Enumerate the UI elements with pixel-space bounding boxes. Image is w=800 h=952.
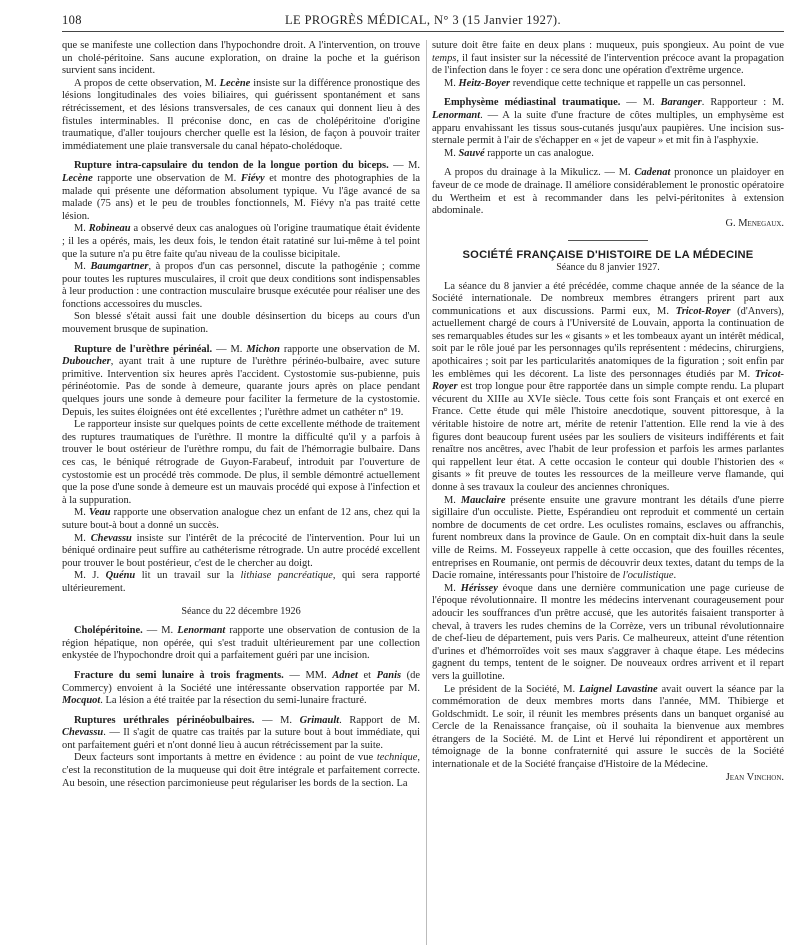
paragraph: M. Heitz-Boyer revendique cette technique et rappelle un cas personnel.: [444, 77, 746, 89]
section-divider: [568, 240, 648, 241]
author-signature: G. Menegaux.: [725, 217, 784, 229]
paragraph: M. Mauclaire présente ensuite une gravure montrant les détails d'une pierre sigillaire d'un occuliste. Piette, Espérandieu ont reproduit et commenté un certain nombre de documents de cet ordre. Les oculistes romains, esclaves ou affranchis, furent nombreux dans la province de Gaule. On en comptait dix-huit dans la seule ville de Reims. M. Fosseyeux rappelle à cette occasion, que des fouilles récentes, entreprises en Roumanie, ont permis de découvrir deux textes, datant du temps de la Dacie romaine, intéressants pour l'histoire de l'oculistique.: [432, 494, 784, 582]
right-column: [432, 40, 784, 948]
paragraph: que se manifeste une collection dans l'hypochondre droit. A l'intervention, on trouve un cholé-péritoine. Sans aucune exploration, on draine la poche et la guérison survient sans incident.: [62, 40, 420, 77]
paragraph: M. J. Quénu lit un travail sur la lithiase pancréatique, qui sera rapporté ultérieurement.: [62, 570, 420, 594]
section-ruptures-urethrales: Ruptures uréthrales périnéobulbaires. — M. Grimault. Rapport de M. Chevassu. — Il s'agit de quatre cas traités par la suture bout à bout immédiate, qui ont parfaitement guéri et n'ont donné lieu à aucun rétrécissement par la suite.: [62, 714, 420, 751]
column-divider: [426, 40, 427, 945]
section-cholepe: Cholépéritoine. — M. Lenormant rapporte une observation de contusion de la région hépatique, non opérée, qui s'est traduit ultérieurement par une collection enkystée de l'hypochondre droit qui a parfaitement guéri par une incision.: [62, 625, 420, 662]
paragraph: Le rapporteur insiste sur quelques points de cette excellente méthode de traitement des ruptures traumatiques de l'urèthre. Il montre la difficulté qu'il y a parfois à trouver le bout ostérieur de l'urèthre rompu, du fait de l'hémorragie bulbaire. Dans ces cas, le béniqué rétrograde de Guyon-Farabeuf, introduit par l'ouverture de cystostomie est un procédé très commode. De plus, il semble démontré actuellement que la pose d'une sonde à demeure est un mauvais procédé qui expose à l'infection et à la suppuration.: [62, 419, 420, 506]
paragraph: M. Chevassu insiste sur l'intérêt de la précocité de l'intervention. Pour lui un béniqué ordinaire peut suffire au cathéterisme rétrograde. Un autre procédé excellent pour trouver le bout postérieur, c'est de le chercher au doigt.: [62, 532, 420, 569]
session-date: Séance du 22 décembre 1926: [181, 605, 301, 617]
section-emphyseme: Emphysème médiastinal traumatique. — M. Baranger. Rapporteur : M. Lenormant. — A la suite d'une fracture de côtes multiples, un emphysème est apparu envahissant les tissus sous-cutanés jusqu'aux paupières. Une incision sus-sternale permit à l'air de s'échapper en « jet de vapeur » et mit fin à l'asphyxie.: [432, 97, 784, 147]
paragraph: Deux facteurs sont importants à mettre en évidence : au point de vue technique, c'est la reconstitution de la muqueuse qui doit être intégrale et parfaitement correcte. Au besoin, une résection parcimonieuse peut régulariser les bords de la section. La: [62, 752, 420, 789]
left-column: [62, 40, 420, 948]
paragraph: Le président de la Société, M. Laignel Lavastine avait ouvert la séance par la commémoration de deux membres morts dans l'année, MM. Thibierge et Goldschmidt. Le soir, il réunit les membres présents dans un banquet organisé au Cercle de la Renaissance française, où il souhaita la bienvenue aux membres étrangers de la Société. M. de Lint et Hervé lui répondirent et apportèrent un témoignage de la bonne confraternité qui assure le succès de la Société internationale et de la Société française d'Histoire de la Médecine.: [432, 683, 784, 771]
section-mikulicz: A propos du drainage à la Mikulicz. — M. Cadenat prononce un plaidoyer en faveur de ce mode de drainage. Il améliore considérablement le pronostic opératoire du Wertheim et est à recommander dans les pelvi-péritonites à extension abdominale.: [432, 167, 784, 217]
author-signature: Jean Vinchon.: [725, 771, 784, 783]
paragraph: La séance du 8 janvier a été précédée, comme chaque année de la séance de la Société internationale. De nombreux membres étrangers prirent part aux communications et aux discussions. Parmi eux, M. Tricot-Royer (d'Anvers), actuellement chargé de cours à l'Université de Louvain, apporta la continuation de ses remarquables études sur les « gisants » et les tombeaux ayant un intérêt médical, soit par le rôle joué par les personnages qu'ils représentent : médecins, chirurgiens, apothicaires ; soit par les particularités anatomiques de la figuration ; soit enfin par les emblèmes qui les décorent. La liste des personnages étudiés par M. Tricot-Royer est trop longue pour être rapportée dans un simple compte rendu. La plupart vécurent du XIIIe au XVIe siècle. Tous cette fois sont Français et ont exercé en France. Cette étude qui mêle l'histoire anecdotique, souvent pittoresque, à la véritable histoire de notre art, mérite de retenir l'attention. Elle rend la vie à des figures dont beaucoup furent usées par les souliers de visiteurs indifférents et fait renaître nos ancêtres, avec l'habit de leur profession et parfois les armes parlantes qui rappellent leur état. A cette occasion le conteur qui double l'historien des « gisants » fit preuve de toutes les ressources de la meilleure verve flamande, qui donne à ses travaux la couleur des anciennes chroniques.: [432, 280, 784, 493]
paragraph: M. Hérissey évoque dans une dernière communication une page curieuse de l'époque révolutionnaire. Il montre les médecins intervenant courageusement pour adoucir les souffrances d'un prêtre accusé, que les autorités faisaient transporter à cheval, à travers les rudes chemins de la Corrèze, vers un tribunal révolutionnaire de chef-lieu de département, puis vers Paris. Ce malheureux, atteint d'une rétention d'urines et d'hémorroïdes voit ses maux s'aggraver à chaque étape. Les médecins gagnent du temps, tentent de le soigner. De nouveaux ordres arrivent et il repart vers la guillotine.: [432, 582, 784, 682]
page-header: [62, 9, 784, 32]
paragraph: M. Veau rapporte une observation analogue chez un enfant de 12 ans, chez qui la suture bout-à bout a donné un succès.: [62, 507, 420, 531]
paragraph: M. Sauvé rapporte un cas analogue.: [444, 147, 594, 159]
journal-title: LE PROGRÈS MÉDICAL, N° 3 (15 Janvier 1927).: [284, 13, 561, 27]
paragraph: suture doit être faite en deux plans : muqueux, puis spongieux. Au point de vue temps, il faut insister sur la nécessité de l'intervention précoce avant la propagation de l'infection dans le foyer : ce sera donc une opération d'extrême urgence.: [432, 40, 784, 77]
paragraph: M. Robineau a observé deux cas analogues où l'origine traumatique était évidente ; il les a opérés, mais, les deux fois, le tendon était ratatiné sur lui-même à tel point que la suture n'a pu être faite qu'au niveau de la coulisse bicipitale.: [62, 223, 420, 260]
paragraph: M. Baumgartner, à propos d'un cas personnel, discute la pathogénie ; comme pour toutes les ruptures musculaires, il croit que deux conditions sont indispensables à leur production : une contraction musculaire brusque exécutée pour réaliser une des fonctions accessoires du muscles.: [62, 261, 420, 310]
section-biceps: Rupture intra-capsulaire du tendon de la longue portion du biceps. — M. Lecène rapporte une observation de M. Fiévy et montre des photographies de la malade qui présente une déformation absolument typique. Vu l'âge avancé de sa malade (75 ans) et le peu de troubles fonctionnels, M. Fiévy n'a pas traité cette lésion.: [62, 160, 420, 222]
page-number: 108: [62, 13, 82, 27]
society-title: SOCIÉTÉ FRANÇAISE D'HISTOIRE DE LA MÉDECINE: [462, 249, 754, 262]
paragraph: A propos de cette observation, M. Lecène insiste sur la différence pronostique des lésions longitudinales des voies biliaires, qui guérissent spontanément et sans rétrécissement, et des lésions transversales, de ces canaux qui donnent lieu à des fistules interminables. Il préconise donc, en cas de cholépéritoine d'origine traumatique, d'aller toujours chercher quelle est la lésion, de façon à pouvoir traiter immédiatement une plaie transversale du canal hépato-cholédoque.: [62, 77, 420, 152]
paragraph: Son blessé s'était aussi fait une double désinsertion du biceps au cours d'un mouvement brusque de supination.: [62, 311, 420, 336]
section-urethre: Rupture de l'urèthre périnéal. — M. Michon rapporte une observation de M. Duboucher, ayant trait à une rupture de l'urèthre périnéo-bulbaire, avec suture primitive. Intervention six heures après l'accident. Cystostomie sus-pubienne, puis périnéotomie. Pas de sonde à demeure, quarante jours après on place pendant quelques jours une sonde à demeure pour faciliter la fermeture de la cystostomie. Depuis, les suites éloignées ont été excellentes ; l'urèthre admet un cathéter n° 19.: [62, 343, 420, 418]
section-semi-lunaire: Fracture du semi lunaire à trois fragments. — MM. Adnet et Panis (de Commercy) envoient à la Société une intéressante observation rapportée par M. Mocquot. La lésion a été traitée par la résection du semi-lunaire fracturé.: [62, 669, 420, 707]
society-session-date: Séance du 8 janvier 1927.: [556, 261, 660, 273]
